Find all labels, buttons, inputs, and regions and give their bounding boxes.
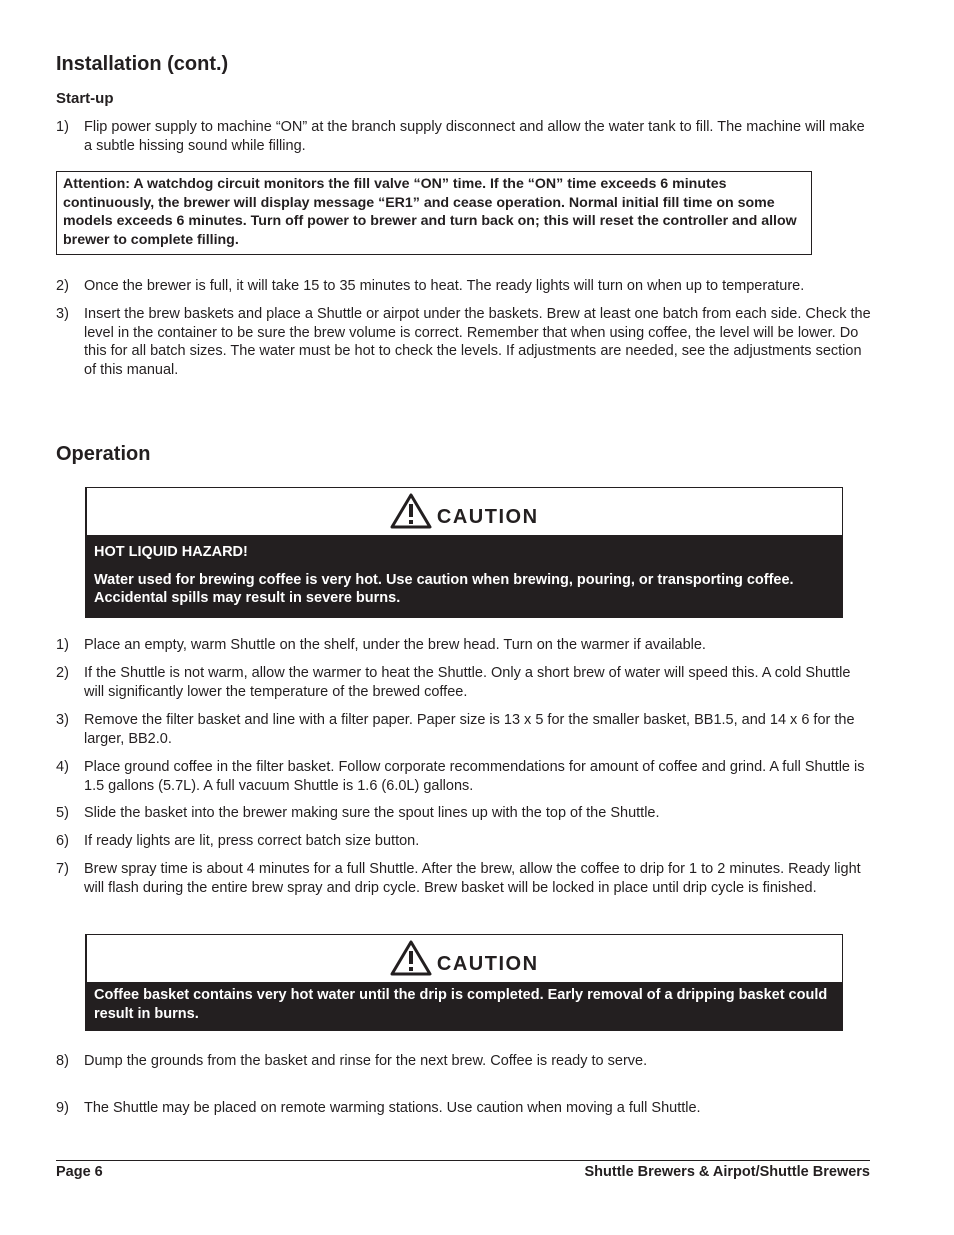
caution-text: Water used for brewing coffee is very hot. Use caution when brewing, pouring, or transporting coffee. Accidental spills may result in severe burns. xyxy=(94,571,794,607)
list-item-number: 3) xyxy=(56,712,69,728)
page-number: Page 6 xyxy=(56,1164,103,1180)
caution-label: CAUTION xyxy=(436,953,539,975)
list-item xyxy=(56,1099,872,1118)
caution-body xyxy=(87,982,842,1030)
list-item xyxy=(56,758,872,795)
list-item-text: Once the brewer is full, it will take 15 to 35 minutes to heat. The ready lights will turn on when up to temperature. xyxy=(84,278,805,294)
list-item xyxy=(56,1052,872,1071)
list-item-number: 3) xyxy=(56,306,69,322)
list-item xyxy=(56,664,872,701)
list-item xyxy=(56,832,872,851)
list-item-number: 6) xyxy=(56,833,69,849)
list-item-text: Slide the basket into the brewer making sure the spout lines up with the top of the Shuttle. xyxy=(84,805,660,821)
footer-divider xyxy=(56,1160,870,1161)
section-title-operation: Operation xyxy=(56,443,151,465)
list-item-number: 2) xyxy=(56,665,69,681)
list-item-text: Insert the brew baskets and place a Shuttle or airpot under the baskets. Brew at least one batch from each side. Check the level in the container to be sure the brew volume is correct. Remember that when using coffee, the level will be lower. Do this for all batch sizes. The water must be hot to check the levels. If adjustments are needed, see the adjustments section of this manual. xyxy=(84,306,871,378)
list-item xyxy=(56,636,872,655)
caution-header xyxy=(87,488,842,535)
caution-body xyxy=(87,535,842,617)
list-item xyxy=(56,804,872,823)
list-item-text: If the Shuttle is not warm, allow the warmer to heat the Shuttle. Only a short brew of water will speed this. A cold Shuttle will significantly lower the temperature of the brewed coffee. xyxy=(84,665,851,700)
list-item-text: Brew spray time is about 4 minutes for a full Shuttle. After the brew, allow the coffee to drip for 1 to 2 minutes. Ready light will flash during the entire brew spray and drip cycle. Brew basket will be locked in place until drip cycle is finished. xyxy=(84,861,861,896)
caution-label: CAUTION xyxy=(436,506,539,528)
list-item-text: Place an empty, warm Shuttle on the shelf, under the brew head. Turn on the warmer if available. xyxy=(84,637,706,653)
list-item-number: 7) xyxy=(56,861,69,877)
list-item xyxy=(56,711,872,748)
subsection-title-startup: Start-up xyxy=(56,90,114,107)
list-item xyxy=(56,305,872,379)
section-title-installation: Installation (cont.) xyxy=(56,53,229,75)
list-item-number: 5) xyxy=(56,805,69,821)
caution-box-hot-liquid xyxy=(85,487,843,618)
list-item-text: If ready lights are lit, press correct batch size button. xyxy=(84,833,420,849)
list-item-text: Dump the grounds from the basket and rinse for the next brew. Coffee is ready to serve. xyxy=(84,1053,648,1069)
caution-header xyxy=(87,935,842,982)
footer-title: Shuttle Brewers & Airpot/Shuttle Brewers xyxy=(584,1164,870,1180)
hazard-heading: HOT LIQUID HAZARD! xyxy=(94,544,248,560)
list-item-text: Flip power supply to machine “ON” at the branch supply disconnect and allow the water tank to fill. The machine will make a subtle hissing sound while filling. xyxy=(84,119,865,154)
list-item-number: 1) xyxy=(56,637,69,653)
list-item-number: 8) xyxy=(56,1053,69,1069)
caution-box-coffee-basket xyxy=(85,934,843,1031)
list-item-text: Place ground coffee in the filter basket. Follow corporate recommendations for amount of coffee and grind. A full Shuttle is 1.5 gallons (5.7L). A full vacuum Shuttle is 1.6 (6.0L) gallons. xyxy=(84,759,865,794)
list-item-text: Remove the filter basket and line with a filter paper. Paper size is 13 x 5 for the smaller basket, BB1.5, and 14 x 6 for the larger, BB2.0. xyxy=(84,712,855,747)
list-item-number: 4) xyxy=(56,759,69,775)
list-item-number: 9) xyxy=(56,1100,69,1116)
list-item xyxy=(56,277,872,296)
caution-text: Coffee basket contains very hot water until the drip is completed. Early removal of a dripping basket could result in burns. xyxy=(94,987,828,1022)
warning-triangle-icon xyxy=(390,510,436,527)
list-item-number: 2) xyxy=(56,278,69,294)
attention-box: Attention: A watchdog circuit monitors the fill valve “ON” time. If the “ON” time exceeds 6 minutes continuously, the brewer will display message “ER1” and cease operation. Normal initial fill time on some models exceeds 6 minutes. Turn off power to brewer and turn back on; this will reset the controller and allow brewer to complete filling. xyxy=(56,171,812,255)
list-item xyxy=(56,860,872,897)
warning-triangle-icon xyxy=(390,957,436,974)
list-item-text: The Shuttle may be placed on remote warming stations. Use caution when moving a full Shuttle. xyxy=(84,1100,701,1116)
list-item xyxy=(56,118,872,155)
list-item-number: 1) xyxy=(56,119,69,135)
